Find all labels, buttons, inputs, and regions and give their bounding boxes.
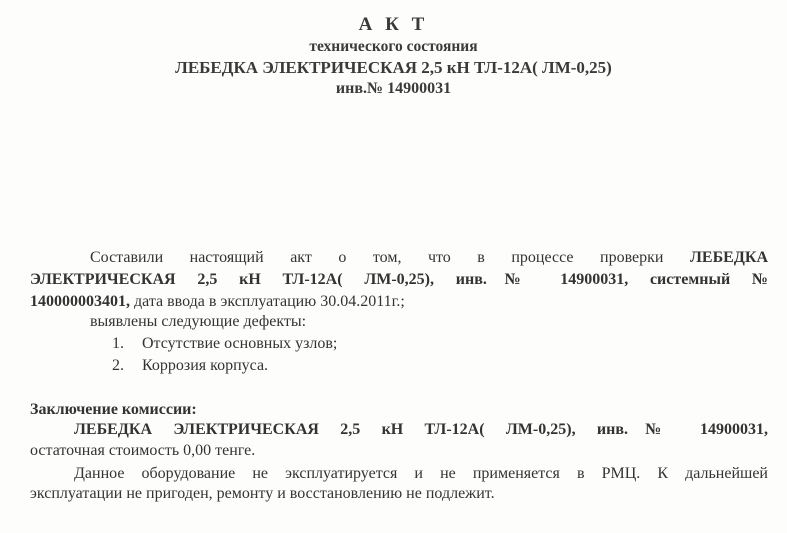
conclusion-line-3: Данное оборудование не эксплуатируется и не применяется в РМЦ. К дальнейшей	[74, 465, 768, 482]
list-item-number: 2.	[112, 357, 124, 374]
list-item	[112, 356, 512, 376]
commission-date-text: дата ввода в эксплуатацию 30.04.2011г.;	[130, 293, 405, 310]
document-subtitle: технического состояния	[309, 38, 478, 55]
inventory-number: инв.№ 14900031	[335, 80, 452, 97]
list-item-number: 1.	[112, 335, 124, 352]
document-title: А К Т	[358, 14, 429, 35]
body-line-1-text: Составили настоящий акт о том, что в процессе проверки	[90, 249, 664, 266]
system-number: 140000003401,	[30, 293, 130, 310]
body-line-1	[90, 248, 768, 268]
defects-intro: выявлены следующие дефекты:	[90, 313, 307, 330]
list-item-text: Отсутствие основных узлов;	[142, 335, 338, 352]
conclusion-line-4: эксплуатации не пригоден, ремонту и восстановлению не подлежит.	[30, 485, 495, 502]
body-line-2: ЭЛЕКТРИЧЕСКАЯ 2,5 кН ТЛ-12А( ЛМ-0,25), инв.№ 14900031, системный №	[30, 271, 768, 288]
conclusion-line-2: остаточная стоимость 0,00 тенге.	[30, 442, 256, 459]
body-line-3	[30, 292, 768, 312]
conclusion-line-1: ЛЕБЕДКА ЭЛЕКТРИЧЕСКАЯ 2,5 кН ТЛ-12А( ЛМ-0,25), инв.№ 14900031,	[74, 421, 768, 438]
list-item	[112, 334, 512, 354]
conclusion-heading: Заключение комиссии:	[30, 401, 197, 418]
body-line-1-bold: ЛЕБЕДКА	[689, 249, 768, 266]
equipment-name: ЛЕБЕДКА ЭЛЕКТРИЧЕСКАЯ 2,5 кН ТЛ-12А( ЛМ-0,25)	[175, 58, 612, 77]
list-item-text: Коррозия корпуса.	[142, 357, 269, 374]
